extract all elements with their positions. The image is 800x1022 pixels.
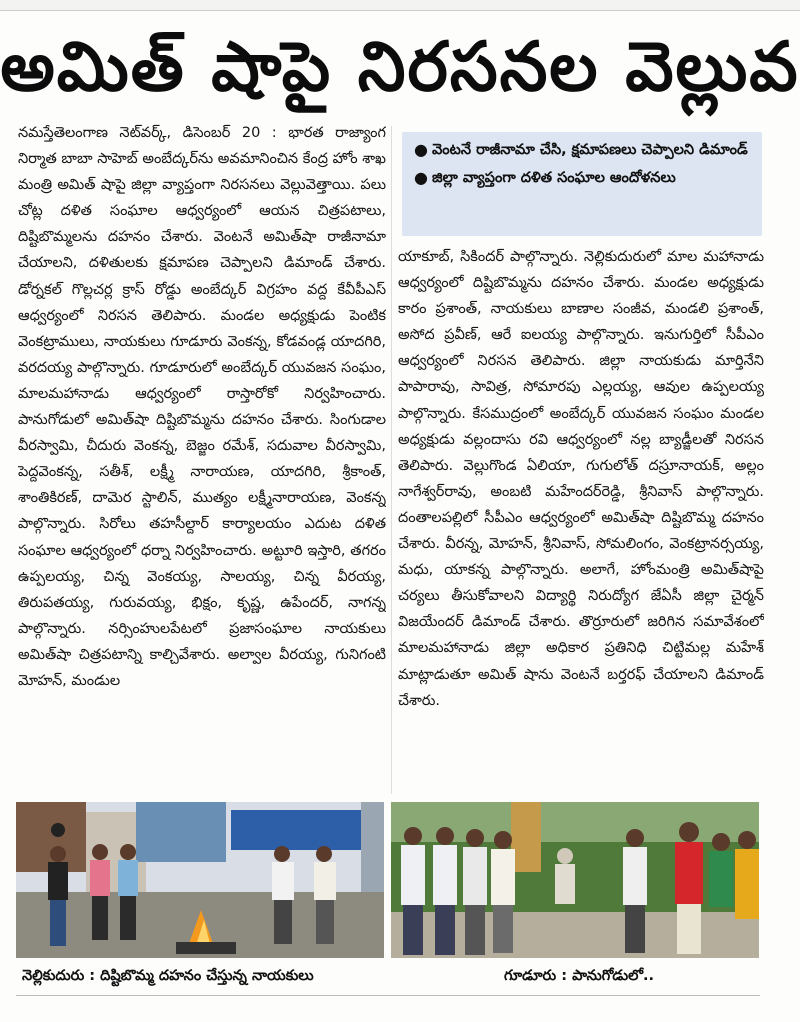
bottom-rule [16, 995, 760, 996]
photo-effigy-burning-illustration [16, 802, 384, 958]
article-column-2: యాకూబ్, సికిందర్ పాల్గొన్నారు. నెల్లికుదురులో మాల మహానాడు ఆధ్వర్యంలో దిష్టిబొమ్మను దహనం చేశారు. మండల అధ్యక్షుడు కారం ప్రశాంత్, నాయకులు బాణాల సంజీవ, మండలి ప్రశాంత్, అసోద ప్రవీణ్, ఆరే ఐలయ్య పాల్గొన్నారు. ఇనుగుర్తిలో సీపీఎం ఆధ్వర్యంలో నిరసన తెలిపారు. జిల్లా నాయకుడు మార్తినేని పాపారావు, సావిత్ర, సోమారపు ఎల్లయ్య, ఆవుల ఉప్పలయ్య పాల్గొన్నారు. కేసముద్రంలో అంబేద్కర్ యువజన సంఘం మండల అధ్యక్షుడు వల్లందాసు రవి ఆధ్వర్యంలో నల్ల బ్యాడ్జీలతో నిరసన తెలిపారు. వెల్లుగొండ ఏలియా, గుగులోత్ దస్రూనాయక్, అల్లం నాగేశ్వర్‌రావు, అంబటి మహేందర్‌రెడ్డి, శ్రీనివాస్ పాల్గొన్నారు. దంతాలపల్లిలో సీపీఎం ఆధ్వర్యంలో అమిత్‌షా దిష్టిబొమ్మ దహనం చేశారు. వీరన్న, మోహన్, శ్రీనివాస్, సోమలింగం, వెంకట్రానర్సయ్య, మధు, యాకన్న పాల్గొన్నారు. అలాగే, హోంమంత్రి అమిత్‌షాపై చర్యలు తీసుకోవాలని విద్యార్థి నిరుద్యోగ జేఏసీ జిల్లా చైర్మన్ విజయేందర్ డిమాండ్ చేశారు. తొర్రూరులో జరిగిన సమావేశంలో మాలమహానాడు జిల్లా అధికార ప్రతినిధి చిట్టిమల్ల మహేశ్ మాట్లాడుతూ అమిత్ షాను వెంటనే బర్తరఫ్ చేయాలని డిమాండ్ చేశారు. [398, 249, 764, 709]
column-divider [391, 126, 392, 794]
highlight-box [402, 132, 762, 236]
photo-protest-group-illustration [391, 802, 759, 958]
article-column-1: నమస్తేతెలంగాణ నెట్‌వర్క్, డిసెంబర్ 20 : భారత రాజ్యాంగ నిర్మాత బాబా సాహెబ్ అంబేద్కర్‌ను అవమానించిన కేంద్ర హోం శాఖ మంత్రి అమిత్ షాపై జిల్లా వ్యాప్తంగా నిరసనలు వెల్లువెత్తాయి. పలు చోట్ల దళిత సంఘాల ఆధ్వర్యంలో ఆయన చిత్రపటాలు, దిష్టిబొమ్మలను దహనం చేశారు. వెంటనే అమిత్‌షా రాజీనామా చేయాలని, దళితులకు క్షమాపణ చెప్పాలని డిమాండ్ చేశారు. డోర్నకల్ గొల్లచర్ల క్రాస్ రోడ్డు అంబేద్కర్ విగ్రహం వద్ద కేవీపీఎస్ ఆధ్వర్యంలో నిరసన తెలిపారు. మండల అధ్యక్షుడు పెంటిక వెంకట్రాములు, నాయకులు గూడూరు వెంకన్న, కోడవండ్ల యాదగిరి, వరదయ్య పాల్గొన్నారు. గూడూరులో అంబేద్కర్ యువజన సంఘం, మాలమహానాడు ఆధ్వర్యంలో రాస్తారోకో నిర్వహించారు. పానుగోడులో అమిత్‌షా దిష్టిబొమ్మను దహనం చేశారు. సింగుడాల వీరస్వామి, చీదురు వెంకన్న, బెజ్జం రమేశ్, సదువాల వీరస్వామి, పెద్దవెంకన్న, సతీశ్, లక్ష్మీ నారాయణ, యాదగిరి, శ్రీకాంత్, శాంతికిరణ్, దామెర స్టాలిన్, ముత్యం లక్ష్మీనారాయణ, వెంకన్న పాల్గొన్నారు. సిరోలు తహసీల్దార్ కార్యాలయం ఎదుట దళిత సంఘాల ఆధ్వర్యంలో ధర్నా నిర్వహించారు. అట్టూరి ఇస్తారి, తగరం ఉప్పలయ్య, చిన్న వెంకయ్య, సాలయ్య, చిన్న వీరయ్య, తిరుపతయ్య, గురువయ్య, భిక్షం, కృష్ణ, ఉపేందర్, నాగన్న పాల్గొన్నారు. నర్సింహులపేటలో ప్రజాసంఘాల నాయకులు అమిత్‌షా చిత్రపటాన్ని కాల్చివేశారు. అల్వాల వీరయ్య, గునిగంటి మోహన్, మండుల [18, 125, 386, 689]
photo-caption-2: గూడూరు : పానుగోడులో.. [504, 968, 655, 984]
highlight-text: జిల్లా వ్యాప్తంగా దళిత సంఘాల ఆందోళనలు [432, 170, 676, 186]
top-strip [0, 0, 800, 11]
highlight-item [410, 136, 754, 164]
bullet-icon: ● [414, 140, 428, 159]
headline: అమిత్ షాపై నిరసనల వెల్లువ [0, 28, 800, 107]
photo-effigy-burning [16, 802, 384, 958]
highlight-text: వెంటనే రాజీనామా చేసి, క్షమాపణలు చెప్పాలని డిమాండ్ [432, 142, 748, 158]
highlight-item [410, 164, 754, 192]
photo-caption-1: నెల్లికుదురు : దిష్టిబొమ్మ దహనం చేస్తున్న నాయకులు [22, 968, 314, 984]
bullet-icon: ● [414, 168, 428, 187]
photo-protest-group [391, 802, 759, 958]
